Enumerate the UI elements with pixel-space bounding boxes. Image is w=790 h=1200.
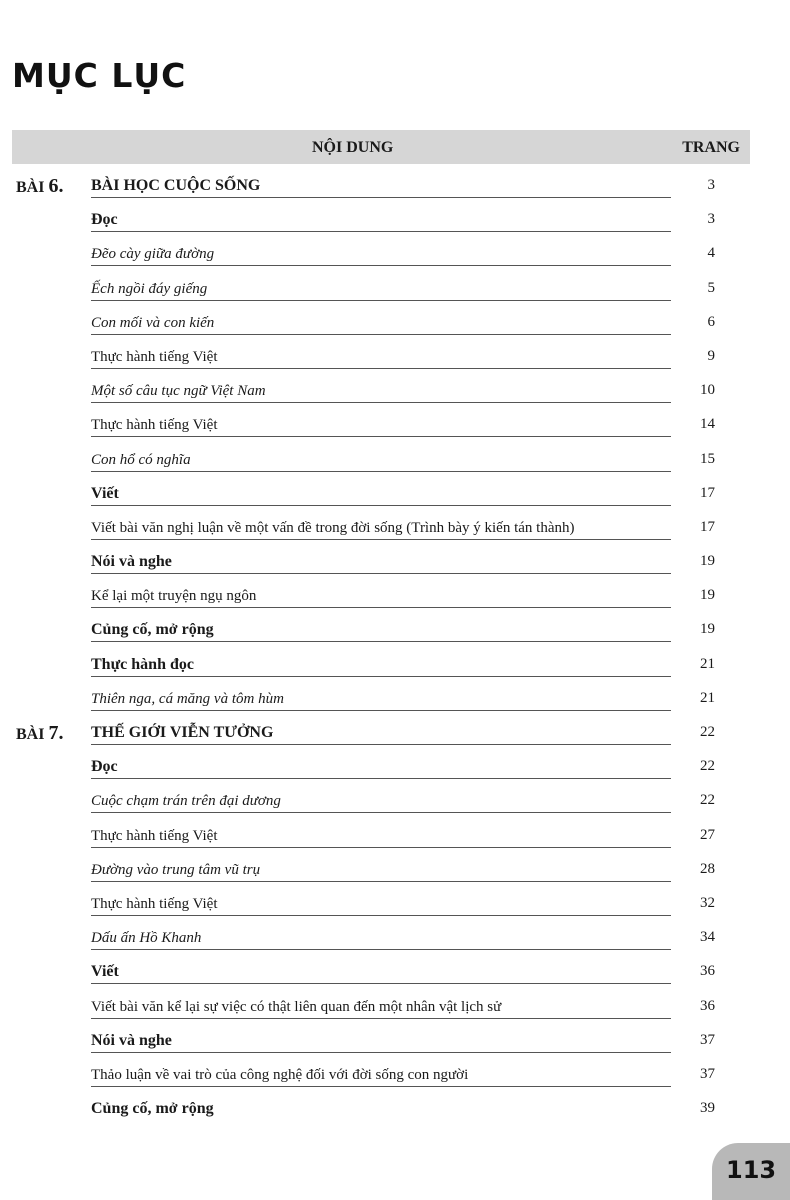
- toc-entry-title: Con hổ có nghĩa: [91, 451, 191, 468]
- toc-entry-title: Viết bài văn nghị luận về một vấn đề trong đời sống (Trình bày ý kiến tán thành): [91, 519, 575, 536]
- toc-entry: [91, 852, 671, 882]
- toc-entry-title: Thực hành tiếng Việt: [91, 895, 218, 912]
- toc-entry-page: 21: [700, 655, 715, 672]
- toc-entry-row[interactable]: [0, 647, 790, 681]
- toc-entry-page: 22: [700, 758, 715, 775]
- toc-entry-row[interactable]: [0, 544, 790, 578]
- toc-entry-title: Đọc: [91, 758, 118, 776]
- toc-entry-row[interactable]: [0, 989, 790, 1023]
- toc-entry-title: Thực hành đọc: [91, 655, 194, 673]
- toc-entry: [91, 305, 671, 335]
- toc-entry-page: 4: [707, 245, 715, 262]
- toc-entry: [91, 818, 671, 848]
- toc-entry: [91, 989, 671, 1019]
- toc-entry-title: Đường vào trung tâm vũ trụ: [91, 861, 261, 878]
- toc-entry: [91, 442, 671, 472]
- column-header-page: TRANG: [682, 139, 740, 156]
- toc-entry-row[interactable]: [0, 476, 790, 510]
- toc-entry: [91, 1023, 671, 1053]
- toc-entry-page: 10: [700, 382, 715, 399]
- toc-entry: [91, 202, 671, 232]
- toc-entry-title: Viết: [91, 484, 119, 502]
- toc-entry-title: Con mối và con kiến: [91, 314, 215, 331]
- toc-entry: [91, 783, 671, 813]
- toc-entry-page: 39: [700, 1100, 715, 1117]
- toc-entry-page: 6: [707, 313, 715, 330]
- toc-entry-page: 15: [700, 450, 715, 467]
- toc-entry-page: 3: [707, 177, 715, 193]
- lesson-prefix: BÀI: [16, 726, 49, 743]
- toc-header: [12, 130, 750, 164]
- toc-entry-row[interactable]: [0, 236, 790, 270]
- toc-entry-row[interactable]: [0, 271, 790, 305]
- toc-entry-row[interactable]: [0, 442, 790, 476]
- lesson-label: [16, 722, 63, 745]
- toc-entry-row[interactable]: [0, 749, 790, 783]
- toc-entry-row[interactable]: [0, 373, 790, 407]
- toc-entry-title: Cuộc chạm trán trên đại dương: [91, 793, 281, 810]
- toc-entry-page: 19: [700, 587, 715, 604]
- toc-entry-title: THẾ GIỚI VIỄN TƯỞNG: [91, 724, 274, 741]
- toc-entry-title: Nói và nghe: [91, 553, 172, 571]
- toc-entry: [91, 236, 671, 266]
- toc-entry: [91, 612, 671, 642]
- toc-entry-title: Củng cố, mở rộng: [91, 1100, 214, 1118]
- toc-entry-page: 14: [700, 416, 715, 433]
- toc-entry-row[interactable]: [0, 407, 790, 441]
- toc-entry-page: 17: [700, 484, 715, 501]
- lesson-number: 6.: [48, 175, 64, 197]
- toc-entry-row[interactable]: [0, 1057, 790, 1091]
- toc-entry-page: 27: [700, 826, 715, 843]
- toc-entry: [91, 715, 671, 745]
- toc-entry: [91, 339, 671, 369]
- toc-entry-title: Củng cố, mở rộng: [91, 621, 214, 639]
- toc-entry-title: Kể lại một truyện ngụ ngôn: [91, 588, 257, 605]
- toc-entry-title: BÀI HỌC CUỘC SỐNG: [91, 177, 261, 194]
- toc-entry: [91, 544, 671, 574]
- toc-entry-row[interactable]: [0, 920, 790, 954]
- toc-entry-page: 21: [700, 689, 715, 706]
- toc-entry-title: Đẽo cày giữa đường: [91, 246, 215, 263]
- toc-entry-title: Thực hành tiếng Việt: [91, 417, 218, 434]
- toc-entry-page: 9: [707, 347, 715, 364]
- page-number: 113: [726, 1156, 777, 1184]
- toc-entry-row[interactable]: [0, 510, 790, 544]
- lesson-number: 7.: [48, 722, 64, 744]
- toc-entry: [91, 647, 671, 677]
- toc-entry-row[interactable]: [0, 202, 790, 236]
- toc-entry-row[interactable]: [0, 1091, 790, 1125]
- toc-entry-row[interactable]: [0, 612, 790, 646]
- toc-entry-title: Thực hành tiếng Việt: [91, 827, 218, 844]
- toc-entry: [91, 920, 671, 950]
- toc-entry: [91, 1057, 671, 1087]
- toc-entry: [91, 510, 671, 540]
- toc-entry-page: 32: [700, 894, 715, 911]
- toc-entry-page: 5: [707, 279, 715, 296]
- toc-entry-page: 36: [700, 963, 715, 980]
- toc-entry-title: Viết: [91, 963, 119, 981]
- toc-entry-page: 22: [700, 792, 715, 809]
- toc-entry-title: Dấu ấn Hồ Khanh: [91, 930, 202, 947]
- toc-entry: [91, 886, 671, 916]
- toc-entry: [91, 168, 671, 198]
- toc-entry-title: Thiên nga, cá măng và tôm hùm: [91, 690, 284, 707]
- column-header-content: NỘI DUNG: [312, 139, 394, 156]
- toc-entry-row[interactable]: [0, 783, 790, 817]
- toc-list: [0, 168, 790, 1125]
- toc-entry-title: Ếch ngồi đáy giếng: [91, 280, 208, 297]
- toc-entry-page: 22: [700, 724, 715, 740]
- toc-entry-title: Thảo luận về vai trò của công nghệ đối với đời sống con người: [91, 1066, 469, 1083]
- toc-entry: [91, 954, 671, 984]
- toc-lesson-row[interactable]: [0, 168, 790, 202]
- toc-entry-row[interactable]: [0, 818, 790, 852]
- toc-entry: [91, 681, 671, 711]
- toc-entry-page: 19: [700, 553, 715, 570]
- toc-entry: [91, 749, 671, 779]
- toc-entry: [91, 578, 671, 608]
- toc-lesson-row[interactable]: [0, 715, 790, 749]
- toc-entry-title: Thực hành tiếng Việt: [91, 348, 218, 365]
- lesson-label: [16, 175, 63, 198]
- toc-entry-page: 34: [700, 929, 715, 946]
- toc-entry-row[interactable]: [0, 305, 790, 339]
- toc-entry: [91, 476, 671, 506]
- toc-entry: [91, 373, 671, 403]
- toc-entry: [91, 271, 671, 301]
- toc-entry-row[interactable]: [0, 578, 790, 612]
- lesson-prefix: BÀI: [16, 179, 49, 196]
- toc-entry-title: Nói và nghe: [91, 1031, 172, 1049]
- toc-entry: [91, 407, 671, 437]
- toc-entry-page: 37: [700, 1031, 715, 1048]
- toc-entry-page: 28: [700, 860, 715, 877]
- toc-entry-row[interactable]: [0, 886, 790, 920]
- toc-entry-row[interactable]: [0, 1023, 790, 1057]
- toc-entry-title: Đọc: [91, 211, 118, 229]
- page-number-tab: [712, 1143, 790, 1200]
- toc-entry-row[interactable]: [0, 852, 790, 886]
- toc-entry-page: 36: [700, 997, 715, 1014]
- toc-entry-row[interactable]: [0, 339, 790, 373]
- toc-entry-row[interactable]: [0, 681, 790, 715]
- toc-entry: [91, 1091, 671, 1120]
- toc-entry-title: Viết bài văn kể lại sự việc có thật liên quan đến một nhân vật lịch sử: [91, 998, 502, 1015]
- toc-entry-page: 3: [707, 211, 715, 228]
- toc-entry-page: 17: [700, 518, 715, 535]
- toc-entry-title: Một số câu tục ngữ Việt Nam: [91, 383, 266, 400]
- toc-entry-row[interactable]: [0, 954, 790, 988]
- page-title: MỤC LỤC: [12, 56, 187, 95]
- toc-entry-page: 19: [700, 621, 715, 638]
- toc-entry-page: 37: [700, 1065, 715, 1082]
